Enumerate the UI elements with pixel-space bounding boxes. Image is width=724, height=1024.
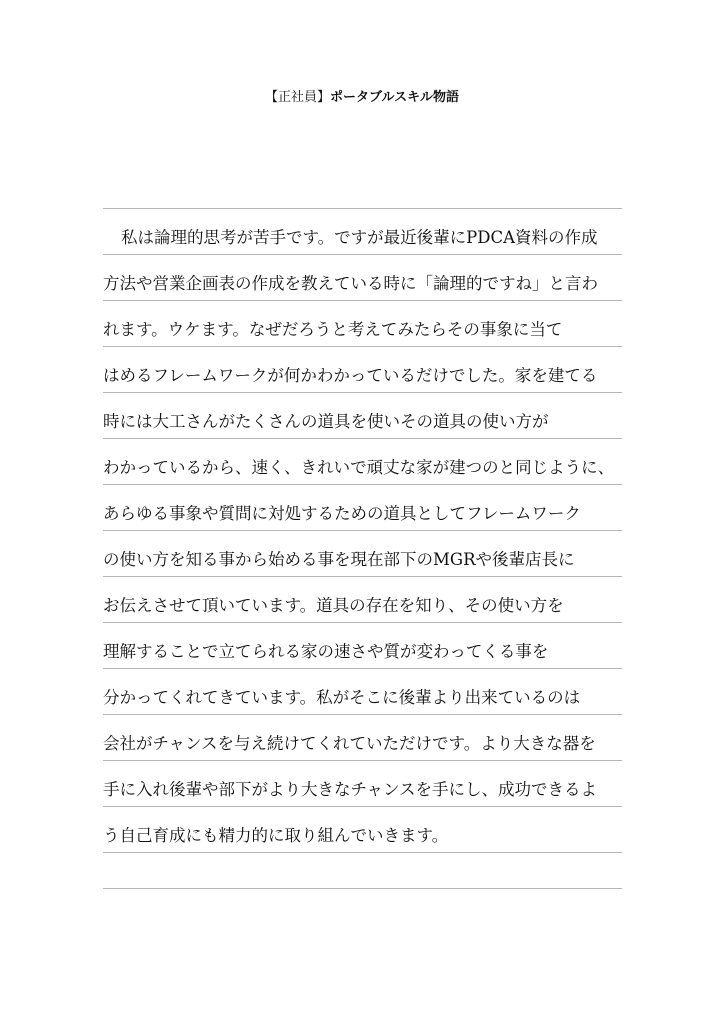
line-text: 理解することで立てられる家の速さや質が変わってくる事を bbox=[103, 642, 549, 661]
line-text: 時には大工さんがたくさんの道具を使いその道具の使い方が bbox=[103, 412, 549, 431]
line-text: 私は論理的思考が苦手です。ですが最近後輩にPDCA資料の作成 bbox=[121, 228, 598, 247]
text-line bbox=[103, 439, 622, 485]
text-line bbox=[103, 301, 622, 347]
text-line bbox=[103, 761, 622, 807]
line-text: わかっているから、速く、きれいで頑丈な家が建つのと同じように、 bbox=[103, 458, 615, 477]
line-text: 会社がチャンスを与え続けてくれていただけです。より大きな器を bbox=[103, 734, 596, 753]
text-line bbox=[103, 577, 622, 623]
title-text: ポータブルスキル物語 bbox=[330, 90, 459, 105]
line-text: 方法や営業企画表の作成を教えている時に「論理的ですね」と言わ bbox=[103, 274, 598, 293]
text-line bbox=[103, 715, 622, 761]
line-text: う自己育成にも精力的に取り組んでいきます。 bbox=[103, 826, 449, 845]
text-line bbox=[103, 209, 622, 255]
line-text: はめるフレームワークが何かわかっているだけでした。家を建てる bbox=[103, 366, 598, 385]
text-line bbox=[103, 669, 622, 715]
text-line-empty bbox=[103, 853, 622, 889]
text-line bbox=[103, 485, 622, 531]
line-text: お伝えさせて頂いています。道具の存在を知り、その使い方を bbox=[103, 596, 564, 615]
title-category-tag: 【正社員】 bbox=[265, 90, 331, 105]
line-text: 手に入れ後輩や部下がより大きなチャンスを手にし、成功できるよ bbox=[103, 780, 598, 799]
text-line bbox=[103, 347, 622, 393]
text-line bbox=[103, 623, 622, 669]
line-text: 分かってくれてきています。私がそこに後輩より出来ているのは bbox=[103, 688, 581, 707]
line-text: の使い方を知る事から始める事を現在部下のMGRや後輩店長に bbox=[103, 550, 575, 569]
line-text: れます。ウケます。なぜだろうと考えてみたらその事象に当て bbox=[103, 320, 563, 339]
line-text: あらゆる事象や質問に対処するための道具としてフレームワーク bbox=[103, 504, 581, 523]
text-line bbox=[103, 807, 622, 853]
text-line bbox=[103, 531, 622, 577]
lined-text-body bbox=[103, 208, 622, 889]
text-line bbox=[103, 393, 622, 439]
page-title bbox=[0, 86, 724, 105]
text-line bbox=[103, 255, 622, 301]
